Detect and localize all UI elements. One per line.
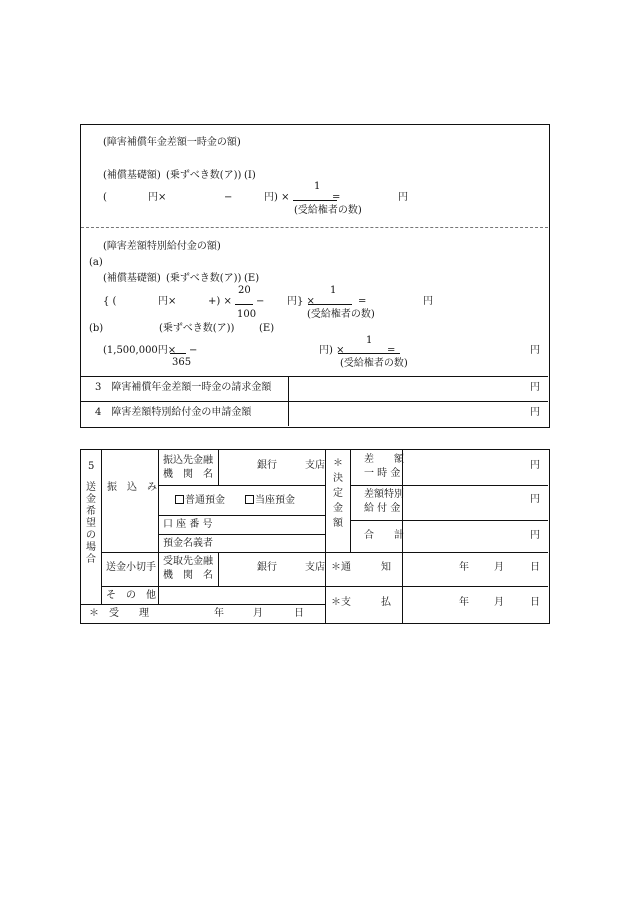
recipients-denominator-2: (受給権者の数)	[307, 309, 375, 320]
col-line-5	[350, 450, 351, 552]
notice-label: ＊通 知	[331, 562, 391, 573]
branch-label: 支店	[305, 460, 325, 471]
row3-top	[81, 376, 548, 377]
decided-amount-label: ＊決定金額	[333, 458, 343, 529]
diff-special-unit: 円	[530, 494, 540, 505]
remit-check-label: 送金小切手	[106, 562, 156, 573]
total-label: 合 計	[364, 530, 404, 541]
row-line-e	[101, 586, 325, 587]
col-line-4	[325, 450, 326, 623]
checkbox-icon	[245, 495, 254, 504]
other-label: そ の 他	[106, 590, 156, 601]
notice-month: 月	[494, 562, 504, 573]
fraction-bar	[293, 200, 337, 201]
yen-unit-2: 円	[423, 296, 433, 307]
yen-close-times-2: 円) ×	[319, 345, 345, 356]
special-benefit-heading: (障害差額特別給付金の額)	[103, 241, 221, 252]
current-deposit-label: 当座預金	[255, 495, 295, 506]
bank-transfer-label: 振 込 み	[107, 482, 157, 493]
payment-label: ＊支 払	[331, 597, 391, 608]
current-deposit-checkbox[interactable]	[245, 495, 295, 506]
receipt-year: 年	[214, 608, 224, 619]
brace-open: { (	[103, 296, 117, 307]
twenty: 20	[238, 285, 251, 296]
account-holder-label: 預金名義者	[163, 538, 213, 549]
special-benefit-claim-label: 4 障害差額特別給付金の申請金額	[95, 407, 252, 418]
lump-sum-claim-unit: 円	[530, 382, 540, 393]
numerator-one-3: 1	[366, 335, 373, 346]
i-label: (I)	[244, 170, 256, 181]
col-line-1	[101, 450, 102, 604]
e-label: (E)	[244, 273, 260, 284]
total-unit: 円	[530, 530, 540, 541]
open-paren: (	[103, 192, 107, 203]
rows-divider	[288, 376, 289, 426]
col-line-3	[218, 450, 219, 485]
numerator-one: 1	[314, 181, 321, 192]
multiplier-label: (乗ずべき数(ア))	[166, 170, 242, 181]
bank-label: 銀行	[257, 460, 277, 471]
row-line-r4	[325, 586, 548, 587]
yen-close-times: 円) ×	[264, 192, 290, 203]
recv-institution-label: 受取先金融 機 関 名	[163, 556, 213, 581]
payment-year: 年	[459, 597, 469, 608]
notice-year: 年	[459, 562, 469, 573]
payment-month: 月	[494, 597, 504, 608]
row-line-a	[158, 485, 325, 486]
row-line-f	[81, 604, 325, 605]
diff-special-label: 差額特別 給 付 金	[364, 489, 404, 514]
bank-label-2: 銀行	[257, 562, 277, 573]
calculation-box	[80, 124, 550, 428]
receipt-label: ＊ 受 理	[89, 608, 149, 619]
row-line-d	[101, 552, 325, 553]
hundred: 100	[237, 309, 257, 320]
equals-sign: =	[332, 192, 341, 203]
basis-label-2: (補償基礎額)	[103, 273, 161, 284]
row-line-r3	[325, 552, 548, 553]
yen-unit: 円	[398, 192, 408, 203]
minus-sign-3: −	[189, 345, 198, 356]
plus-close-times: +) ×	[208, 296, 232, 307]
fraction-bar-365	[170, 353, 186, 354]
diff-lump-unit: 円	[530, 460, 540, 471]
lump-sum-claim-label: 3 障害補償年金差額一時金の請求金額	[95, 382, 272, 393]
special-benefit-claim-unit: 円	[530, 407, 540, 418]
yen-times-2: 円×	[158, 296, 177, 307]
lump-sum-heading: (障害補償年金差額一時金の額)	[103, 137, 241, 148]
equals-sign-2: =	[358, 296, 367, 307]
receipt-day: 日	[294, 608, 304, 619]
e-label-2: (E)	[259, 323, 275, 334]
col-line-2	[158, 450, 159, 604]
recipients-denominator: (受給権者の数)	[294, 205, 362, 216]
equals-sign-3: =	[387, 345, 396, 356]
branch-label-2: 支店	[305, 562, 325, 573]
numerator-one-2: 1	[330, 285, 337, 296]
notice-day: 日	[530, 562, 540, 573]
row-line-r2	[350, 520, 548, 521]
fraction-bar-2	[308, 304, 352, 305]
receipt-month: 月	[253, 608, 263, 619]
account-number-label: 口 座 番 号	[163, 519, 213, 530]
yen-unit-3: 円	[530, 345, 540, 356]
ordinary-deposit-checkbox[interactable]	[175, 495, 225, 506]
ordinary-deposit-label: 普通預金	[185, 495, 225, 506]
row-line-r1	[350, 485, 548, 486]
remittance-box	[80, 449, 550, 624]
diff-lump-label: 差 額 一 時 金	[364, 454, 404, 479]
minus-sign: −	[224, 192, 233, 203]
yen-brace-times: 円} ×	[287, 296, 315, 307]
payment-day: 日	[530, 597, 540, 608]
multiplier-label-2: (乗ずべき数(ア))	[166, 273, 242, 284]
row-line-b	[158, 515, 325, 516]
remit-vertical-label: 送金希望の場合	[86, 482, 96, 565]
checkbox-icon	[175, 495, 184, 504]
case-a-label: (a)	[89, 257, 103, 268]
dest-institution-label: 振込先金融 機 関 名	[163, 455, 213, 480]
section-divider	[81, 227, 548, 228]
multiplier-label-3: (乗ずべき数(ア))	[159, 323, 235, 334]
minus-sign-2: −	[256, 296, 265, 307]
fraction-bar-20	[235, 304, 253, 305]
row4-top	[81, 401, 548, 402]
col-line-3b	[218, 552, 219, 586]
yen-times: 円×	[148, 192, 167, 203]
basis-label: (補償基礎額)	[103, 170, 161, 181]
fixed-amount: (1,500,000円×	[103, 345, 177, 356]
section-number: 5	[88, 461, 95, 472]
row-line-c	[158, 534, 325, 535]
case-b-label: (b)	[89, 323, 104, 334]
days-365: 365	[172, 357, 192, 368]
recipients-denominator-3: (受給権者の数)	[340, 358, 408, 369]
